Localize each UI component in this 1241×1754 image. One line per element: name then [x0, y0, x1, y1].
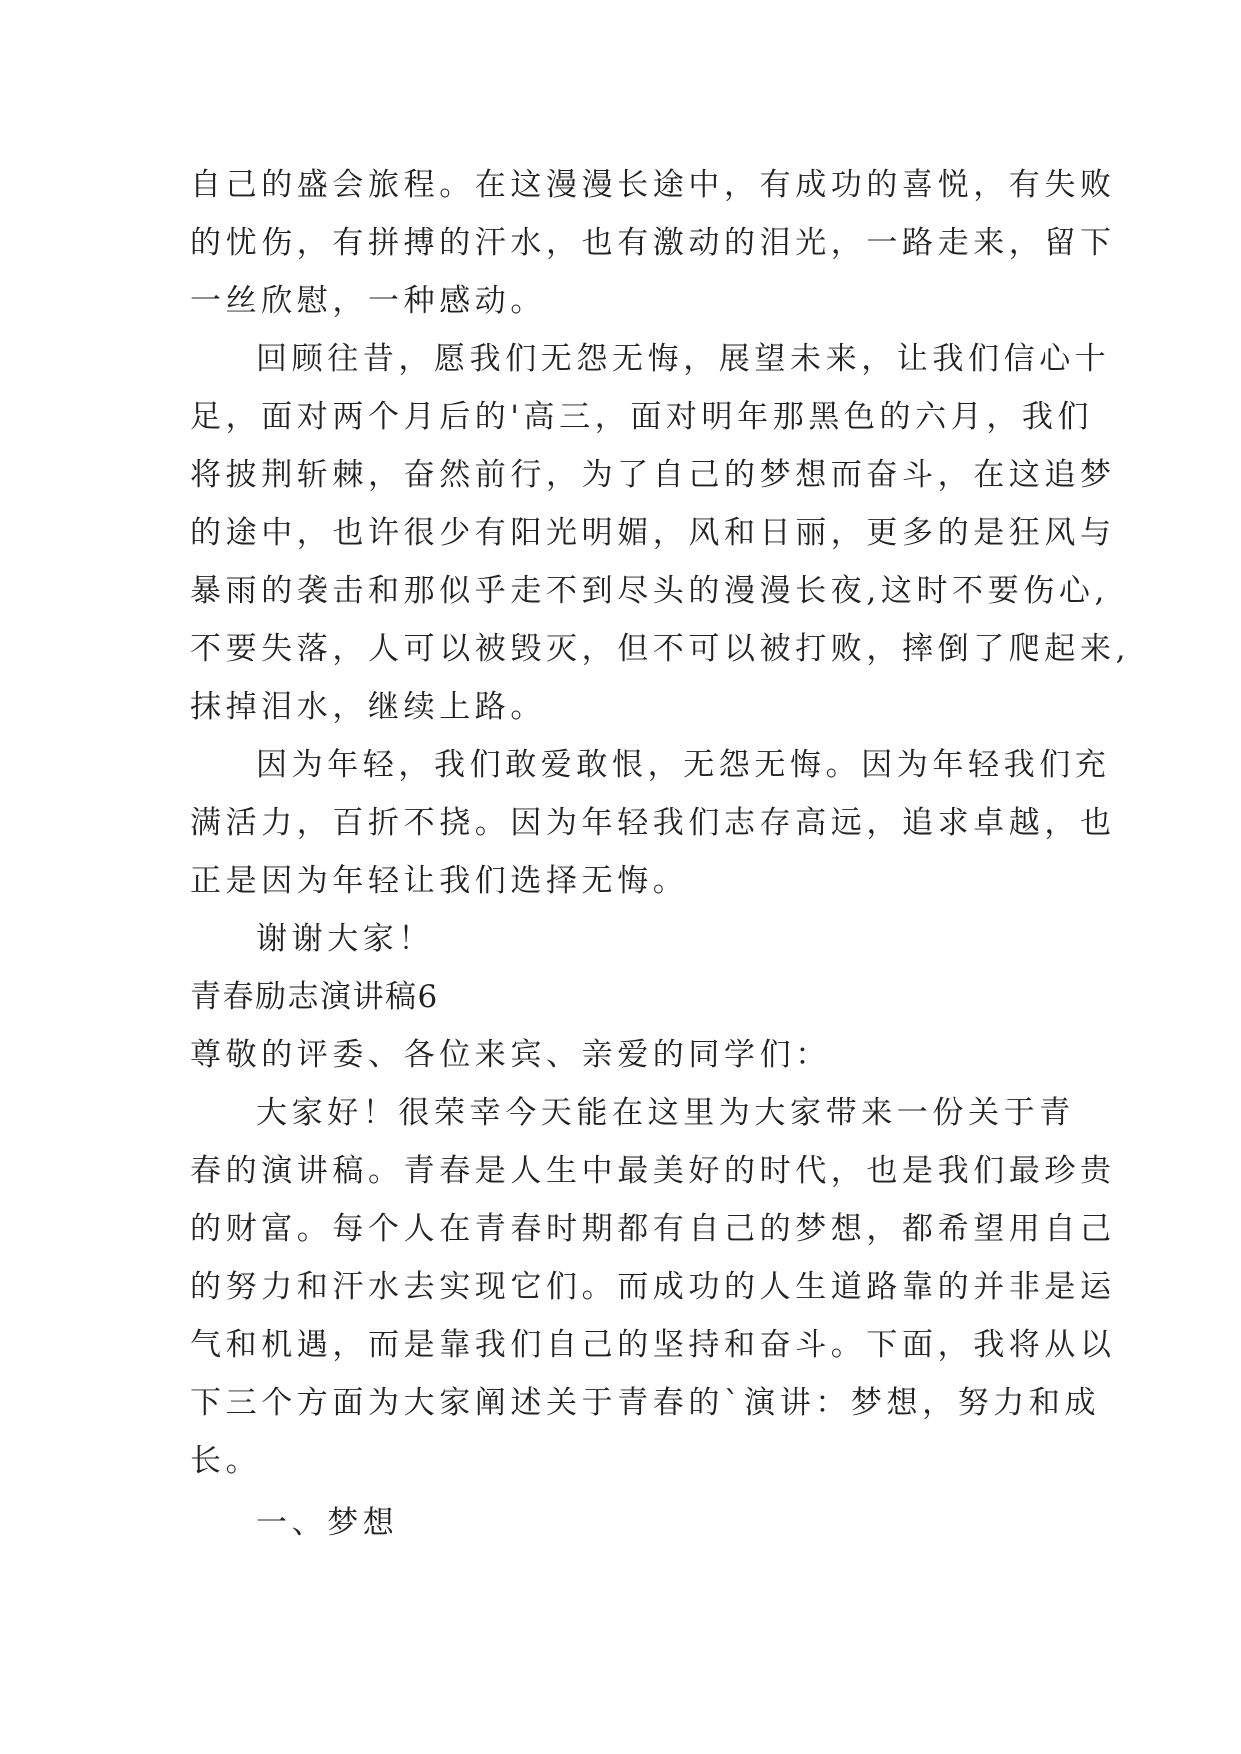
text-line: 的忧伤，有拼搏的汗水，也有激动的泪光，一路走来，留下	[190, 225, 1116, 261]
text-line: 因为年轻，我们敢爱敢恨，无怨无悔。因为年轻我们充	[256, 747, 1111, 783]
text-line: 的财富。每个人在青春时期都有自己的梦想，都希望用自己	[190, 1211, 1116, 1247]
text-line: 大家好！很荣幸今天能在这里为大家带来一份关于青	[256, 1095, 1075, 1131]
document-body	[190, 156, 1131, 1556]
text-line: 满活力，百折不挠。因为年轻我们志存高远，追求卓越，也	[190, 805, 1116, 841]
text-line: 的途中，也许很少有阳光明媚，风和日丽，更多的是狂风与	[190, 515, 1116, 551]
text-line: 春的演讲稿。青春是人生中最美好的时代，也是我们最珍贵	[190, 1153, 1116, 1189]
paragraph-thanks	[190, 910, 1050, 968]
text-line: 将披荆斩棘，奋然前行，为了自己的梦想而奋斗，在这追梦	[190, 457, 1116, 493]
speech-heading: 青春励志演讲稿6	[190, 979, 439, 1015]
text-line: 暴雨的袭击和那似乎走不到尽头的漫漫长夜,这时不要伤心,	[190, 573, 1109, 609]
text-line: 足，面对两个月后的'高三，面对明年那黑色的六月，我们	[190, 399, 1094, 435]
text-line: 谢谢大家！	[256, 921, 434, 957]
text-line: 正是因为年轻让我们选择无悔。	[190, 863, 689, 899]
paragraph-youth	[190, 736, 1116, 910]
paragraph-journey	[190, 156, 1116, 330]
text-line: 长。	[190, 1443, 262, 1479]
text-line: 的努力和汗水去实现它们。而成功的人生道路靠的并非是运	[190, 1269, 1116, 1305]
salutation: 尊敬的评委、各位来宾、亲爱的同学们：	[190, 1037, 831, 1073]
paragraph-looking-back	[190, 330, 1131, 736]
text-line: 抹掉泪水，继续上路。	[190, 689, 546, 725]
text-line: 回顾往昔，愿我们无怨无悔，展望未来，让我们信心十	[256, 341, 1111, 377]
text-line: 不要失落，人可以被毁灭，但不可以被打败，摔倒了爬起来,	[190, 631, 1131, 667]
text-line: 下三个方面为大家阐述关于青春的`演讲：梦想，努力和成	[190, 1385, 1101, 1421]
text-line: 一丝欣慰，一种感动。	[190, 283, 546, 319]
paragraph-intro	[190, 1084, 1116, 1490]
text-line: 自己的盛会旅程。在这漫漫长途中，有成功的喜悦，有失败	[190, 167, 1116, 203]
section-title: 一、梦想	[256, 1505, 399, 1541]
text-line: 气和机遇，而是靠我们自己的坚持和奋斗。下面，我将从以	[190, 1327, 1116, 1363]
